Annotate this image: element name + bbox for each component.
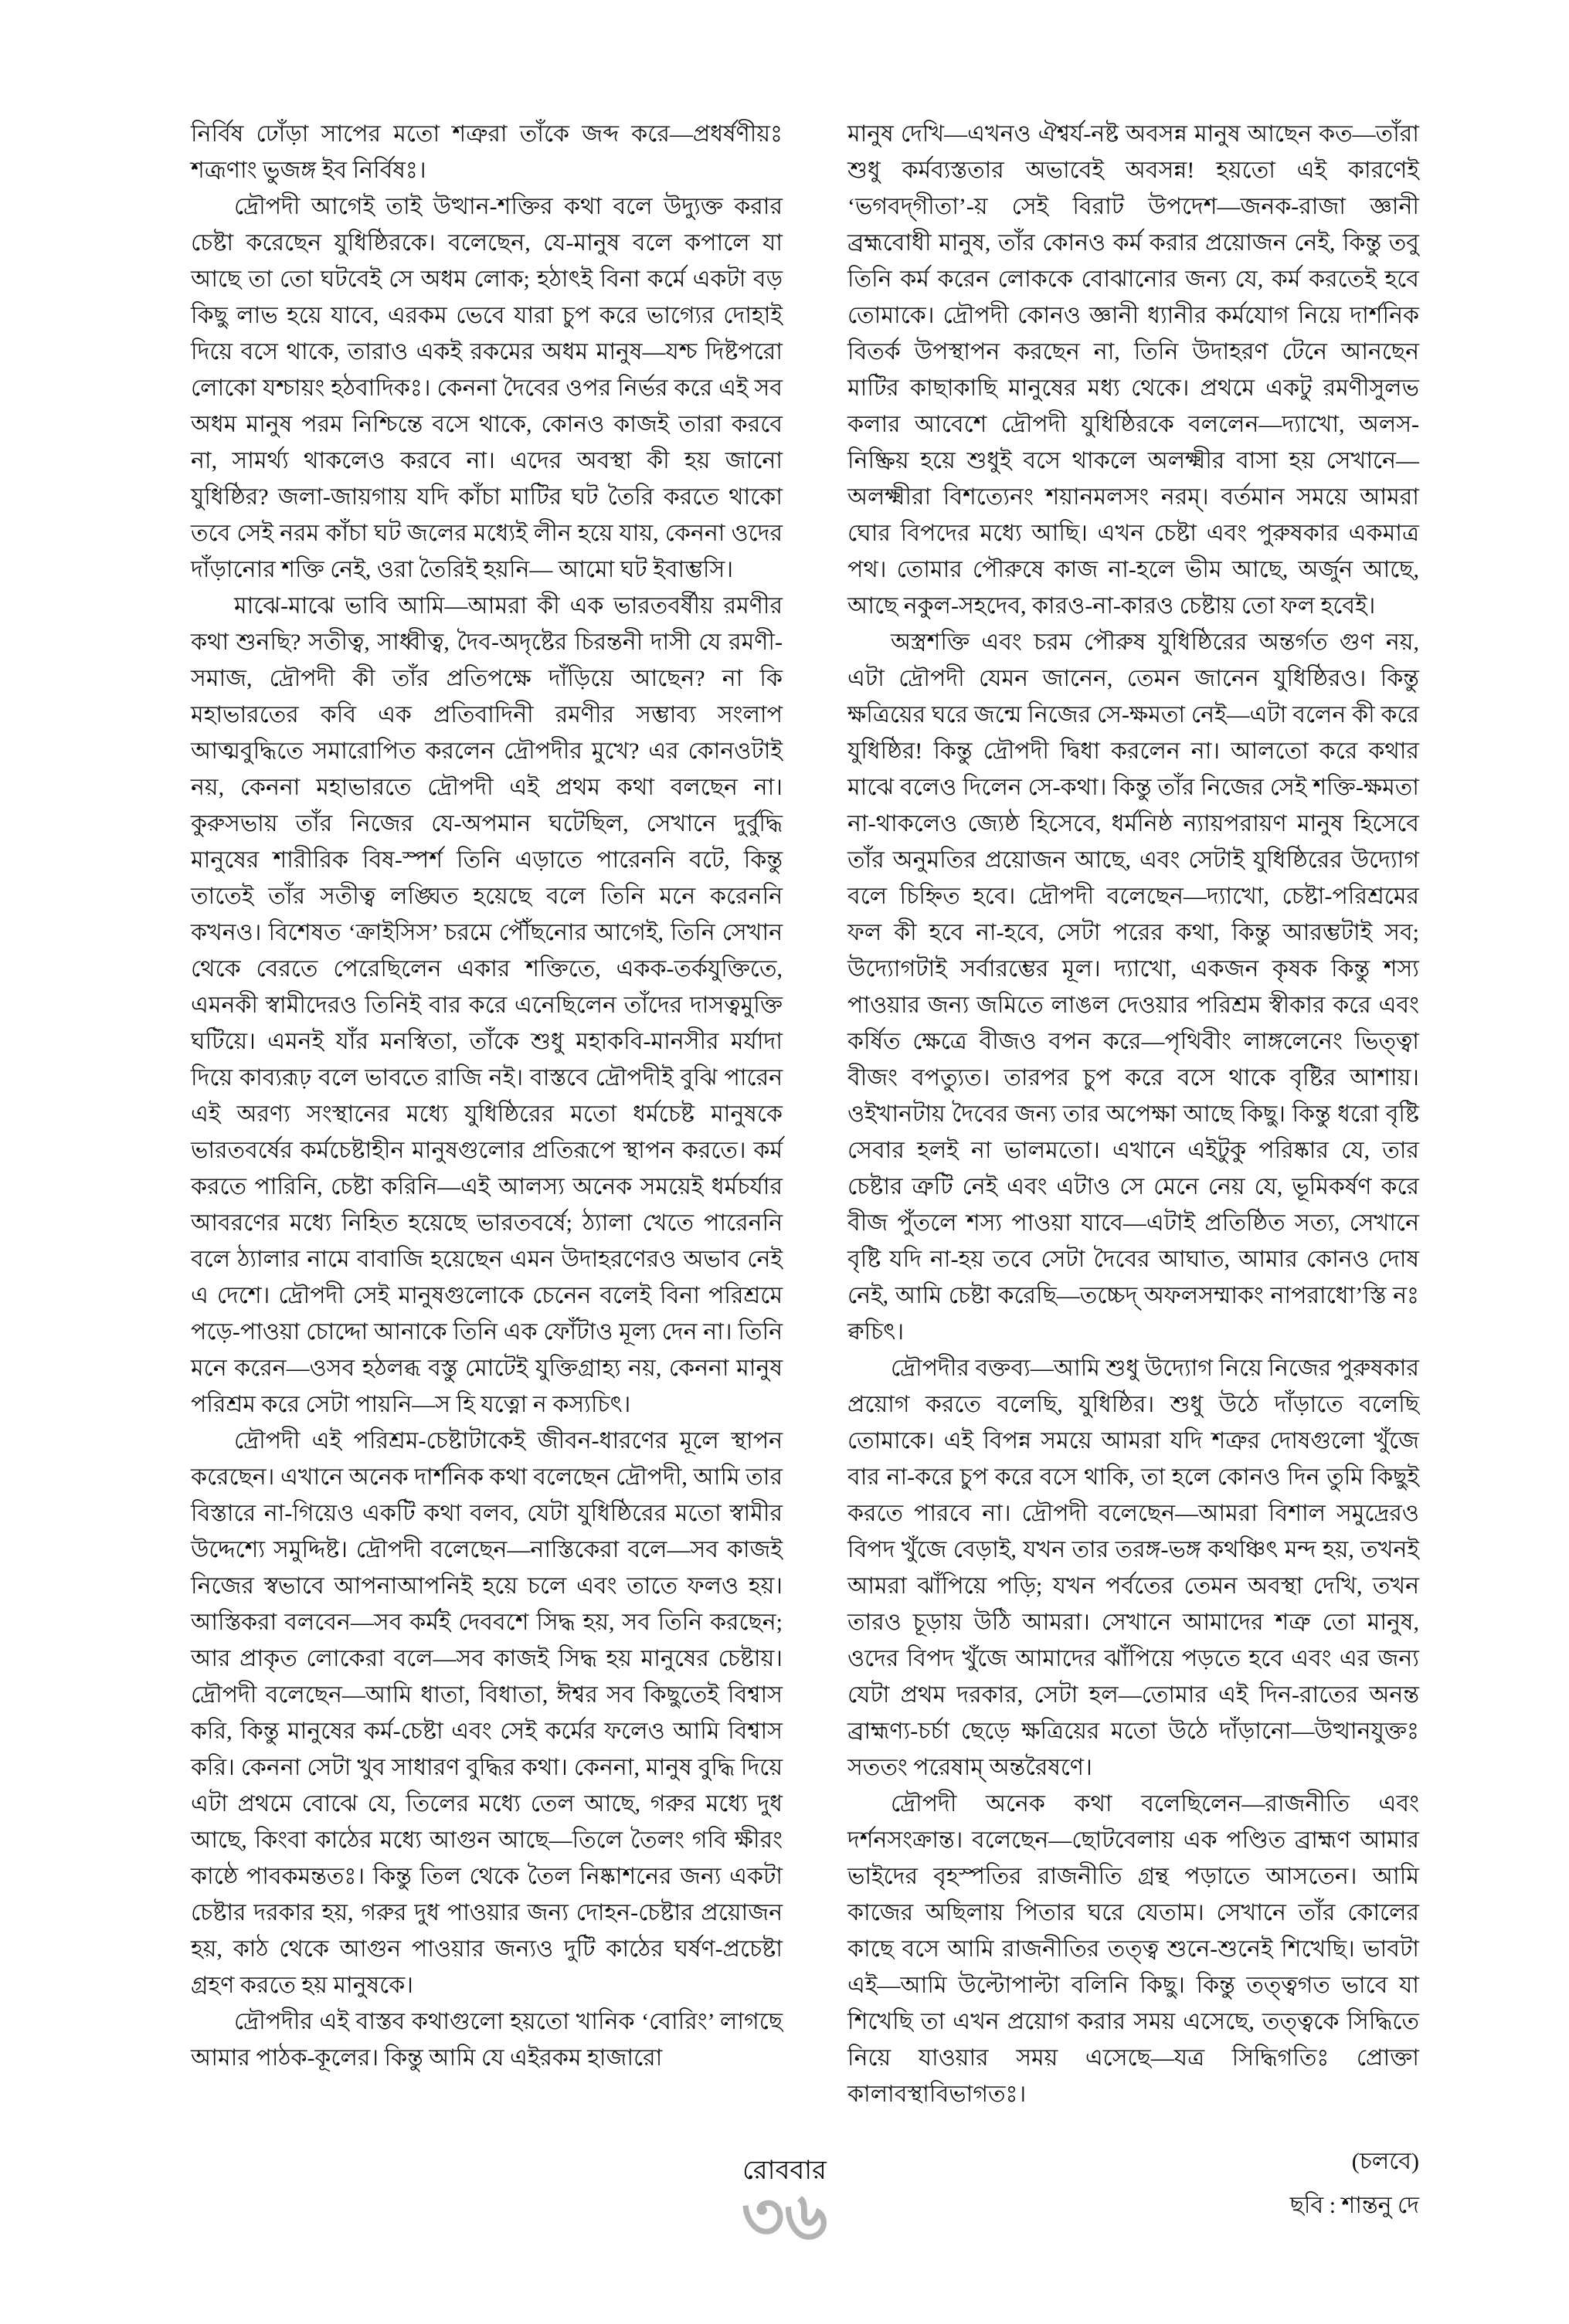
article-paragraph: অস্ত্রশক্তি এবং চরম পৌরুষ যুধিষ্ঠিরের অন্তর্গত গুণ নয়, এটা দ্রৌপদী যেমন জানেন, তেমন জানেন যুধিষ্ঠিরও। কিন্তু ক্ষত্রিয়ের ঘরে জন্মে নিজের সে-ক্ষমতা নেই—এটা বলেন কী করে যুধিষ্ঠির! কিন্তু দ্রৌপদী দ্বিধা করলেন না। আলতো করে কথার মাঝে বলেও দিলেন সে-কথা। কিন্তু তাঁর নিজের সেই শক্তি-ক্ষমতা না-থাকলেও জ্যেষ্ঠ হিসেবে, ধর্মনিষ্ঠ ন্যায়পরায়ণ মানুষ হিসেবে তাঁর অনুমতির প্রয়োজন আছে, এবং সেটাই যুধিষ্ঠিরের উদ্যোগ বলে চিহ্নিত হবে। দ্রৌপদী বলেছেন—দ্যাখো, চেষ্টা-পরিশ্রমের ফল কী হবে না-হবে, সেটা পরের কথা, কিন্তু আরম্ভটাই সব; উদ্যোগটাই সর্বারম্ভের মূল। দ্যাখো, একজন কৃষক কিন্তু শস্য পাওয়ার জন্য জমিতে লাঙল দেওয়ার পরিশ্রম স্বীকার করে এবং কর্ষিত ক্ষেত্রে বীজও বপন করে—পৃথিবীং লাঙ্গলেনেং ভিত্ত্বা বীজং বপত্যুত। তারপর চুপ করে বসে থাকে বৃষ্টির আশায়। ওইখানটায় দৈবের জন্য তার অপেক্ষা আছে কিছু। কিন্তু ধরো বৃষ্টি সেবার হলই না ভালমতো। এখানে এইটুকু পরিষ্কার যে, তার চেষ্টার ত্রুটি নেই এবং এটাও সে মেনে নেয় যে, ভূমিকর্ষণ করে বীজ পুঁতলে শস্য পাওয়া যাবে—এটাই প্রতিষ্ঠিত সত্য, সেখানে বৃষ্টি যদি না-হয় তবে সেটা দৈবের আঘাত, আমার কোনও দোষ নেই, আমি চেষ্টা করেছি—তচ্চেদ্‌ অফলসম্মাকং নাপরাধো’স্তি নঃ ক্বচিৎ। [847,629,1419,1345]
magazine-name: রোববার [742,2156,827,2185]
article-paragraph: নির্বিষ ঢোঁড়া সাপের মতো শত্রুরা তাঁকে জব্দ করে—প্রধর্ষণীয়ঃ শত্রূণাং ভুজঙ্গ ইব নির্বিষঃ। [191,121,783,183]
photo-credit: ছবি : শান্তনু দে [1289,2193,1419,2218]
article-paragraph: মাঝে-মাঝে ভাবি আমি—আমরা কী এক ভারতবর্ষীয় রমণীর কথা শুনছি? সতীত্ব, সাধ্বীত্ব, দৈব-অদৃষ্টের চিরন্তনী দাসী যে রমণী-সমাজ, দ্রৌপদী কী তাঁর প্রতিপক্ষে দাঁড়িয়ে আছেন? না কি মহাভারতের কবি এক প্রতিবাদিনী রমণীর সম্ভাব্য সংলাপ আত্মবুদ্ধিতে সমারোপিত করলেন দ্রৌপদীর মুখে? এর কোনওটাই নয়, কেননা মহাভারতে দ্রৌপদী এই প্রথম কথা বলছেন না। কুরুসভায় তাঁর নিজের যে-অপমান ঘটেছিল, সেখানে দুর্বুদ্ধি মানুষের শারীরিক বিষ-স্পর্শ তিনি এড়াতে পারেননি বটে, কিন্তু তাতেই তাঁর সতীত্ব লঙ্ঘিত হয়েছে বলে তিনি মনে করেননি কখনও। বিশেষত ‘ক্রাইসিস’ চরমে পৌঁছনোর আগেই, তিনি সেখান থেকে বেরতে পেরেছিলেন একার শক্তিতে, একক-তর্কযুক্তিতে, এমনকী স্বামীদেরও তিনিই বার করে এনেছিলেন তাঁদের দাসত্বমুক্তি ঘটিয়ে। এমনই যাঁর মনস্বিতা, তাঁকে শুধু মহাকবি-মানসীর মর্যাদা দিয়ে কাব্যরূঢ় বলে ভাবতে রাজি নই। বাস্তবে দ্রৌপদীই বুঝি পারেন এই অরণ্য সংস্থানের মধ্যে যুধিষ্ঠিরের মতো ধর্মচেষ্ট মানুষকে ভারতবর্ষের কর্মচেষ্টাহীন মানুষগুলোর প্রতিরূপে স্থাপন করতে। কর্ম করতে পারিনি, চেষ্টা করিনি—এই আলস্য অনেক সময়েই ধর্মচর্যার আবরণের মধ্যে নিহিত হয়েছে ভারতবর্ষে; ঠ্যালা খেতে পারেননি বলে ঠ্যালার নামে বাবাজি হয়েছেন এমন উদাহরণেরও অভাব নেই এ দেশে। দ্রৌপদী সেই মানুষগুলোকে চেনেন বলেই বিনা পরিশ্রমে পড়ে-পাওয়া চোদ্দো আনাকে তিনি এক ফোঁটাও মূল্য দেন না। তিনি মনে করেন—ওসব হঠলব্ধ বস্তু মোটেই যুক্তিগ্রাহ্য নয়, কেননা মানুষ পরিশ্রম করে সেটা পায়নি—স হি যত্নো ন কস্যচিৎ। [191,593,783,1417]
article-paragraph: দ্রৌপদী এই পরিশ্রম-চেষ্টাটাকেই জীবন-ধারণের মূলে স্থাপন করেছেন। এখানে অনেক দার্শনিক কথা বলেছেন দ্রৌপদী, আমি তার বিস্তারে না-গিয়েও একটি কথা বলব, যেটা যুধিষ্ঠিরের মতো স্বামীর উদ্দেশ্যে সমুদ্দিষ্ট। দ্রৌপদী বলেছেন—নাস্তিকেরা বলে—সব কাজই নিজের স্বভাবে আপনাআপনিই হয়ে চলে এবং তাতে ফলও হয়। আস্তিকরা বলবেন—সব কর্মই দেববশে সিদ্ধ হয়, সব তিনি করছেন; আর প্রাকৃত লোকেরা বলে—সব কাজই সিদ্ধ হয় মানুষের চেষ্টায়। দ্রৌপদী বলেছেন—আমি ধাতা, বিধাতা, ঈশ্বর সব কিছুতেই বিশ্বাস করি, কিন্তু মানুষের কর্ম-চেষ্টা এবং সেই কর্মের ফলেও আমি বিশ্বাস করি। কেননা সেটা খুব সাধারণ বুদ্ধির কথা। কেননা, মানুষ বুদ্ধি দিয়ে এটা প্রথমে বোঝে যে, তিলের মধ্যে তেল আছে, গরুর মধ্যে দুধ আছে, কিংবা কাঠের মধ্যে আগুন আছে—তিলে তৈলং গবি ক্ষীরং কাষ্ঠে পাবকমন্ততঃ। কিন্তু তিল থেকে তৈল নিষ্কাশনের জন্য একটা চেষ্টার দরকার হয়, গরুর দুধ পাওয়ার জন্য দোহন-চেষ্টার প্রয়োজন হয়, কাঠ থেকে আগুন পাওয়ার জন্যও দুটি কাঠের ঘর্ষণ-প্রচেষ্টা গ্রহণ করতে হয় মানুষকে। [191,1428,783,1998]
article-paragraph: দ্রৌপদী অনেক কথা বলেছিলেন—রাজনীতি এবং দর্শনসংক্রান্ত। বলেছেন—ছোটবেলায় এক পণ্ডিত ব্রাহ্মণ আমার ভাইদের বৃহস্পতির রাজনীতি গ্রন্থ পড়াতে আসতেন। আমি কাজের অছিলায় পিতার ঘরে যেতাম। সেখানে তাঁর কোলের কাছে বসে আমি রাজনীতির তত্ত্ব শুনে-শুনেই শিখেছি। ভাবটা এই—আমি উল্টোপাল্টা বলিনি কিছু। কিন্তু তত্ত্বগত ভাবে যা শিখেছি তা এখন প্রয়োগ করার সময় এসেছে, তত্ত্বকে সিদ্ধিতে নিয়ে যাওয়ার সময় এসেছে—যত্র সিদ্ধিগতিঃ প্রোক্তা কালাবস্থাবিভাগতঃ। [847,1791,1419,2107]
left-column [191,116,783,2139]
page-footer [0,2156,1569,2254]
to-be-continued-note: (চলবে) [1351,2149,1419,2174]
page-number: ৩৬ [741,2180,828,2254]
article-paragraph: দ্রৌপদীর এই বাস্তব কথাগুলো হয়তো খানিক ‘বোরিং’ লাগছে আমার পাঠক-কূলের। কিন্তু আমি যে এইরকম হাজারো [191,2009,783,2071]
article-paragraph: মানুষ দেখি—এখনও ঐশ্বর্য-নষ্ট অবসন্ন মানুষ আছেন কত—তাঁরা শুধু কর্মব্যস্ততার অভাবেই অবসন্ন! হয়তো এই কারণেই ‘ভগবদ্‌গীতা’-য় সেই বিরাট উপদেশ—জনক-রাজা জ্ঞানী ব্রহ্মবোধী মানুষ, তাঁর কোনও কর্ম করার প্রয়োজন নেই, কিন্তু তবু তিনি কর্ম করেন লোককে বোঝানোর জন্য যে, কর্ম করতেই হবে তোমাকে। দ্রৌপদী কোনও জ্ঞানী ধ্যানীর কর্মযোগ নিয়ে দার্শনিক বিতর্ক উপস্থাপন করছেন না, তিনি উদাহরণ টেনে আনছেন মাটির কাছাকাছি মানুষের মধ্য থেকে। প্রথমে একটু রমণীসুলভ কলার আবেশে দ্রৌপদী যুধিষ্ঠিরকে বললেন—দ্যাখো, অলস-নিষ্ক্রিয় হয়ে শুধুই বসে থাকলে অলক্ষ্মীর বাসা হয় সেখানে—অলক্ষ্মীরা বিশত্যেনং শয়ানমলসং নরম্‌। বর্তমান সময়ে আমরা ঘোর বিপদের মধ্যে আছি। এখন চেষ্টা এবং পুরুষকার একমাত্র পথ। তোমার পৌরুষে কাজ না-হলে ভীম আছে, অর্জুন আছে, আছে নকুল-সহদেব, কারও-না-কারও চেষ্টায় তো ফল হবেই। [847,121,1419,619]
right-column [847,116,1419,2218]
article-paragraph: দ্রৌপদীর বক্তব্য—আমি শুধু উদ্যোগ নিয়ে নিজের পুরুষকার প্রয়োগ করতে বলেছি, যুধিষ্ঠির। শুধু উঠে দাঁড়াতে বলেছি তোমাকে। এই বিপন্ন সময়ে আমরা যদি শত্রুর দোষগুলো খুঁজে বার না-করে চুপ করে বসে থাকি, তা হলে কোনও দিন তুমি কিছুই করতে পারবে না। দ্রৌপদী বলেছেন—আমরা বিশাল সমুদ্রেরও বিপদ খুঁজে বেড়াই, যখন তার তরঙ্গ-ভঙ্গ কথঞ্চিৎ মন্দ হয়, তখনই আমরা ঝাঁপিয়ে পড়ি; যখন পর্বতের তেমন অবস্থা দেখি, তখন তারও চূড়ায় উঠি আমরা। সেখানে আমাদের শত্রু তো মানুষ, ওদের বিপদ খুঁজে আমাদের ঝাঁপিয়ে পড়তে হবে এবং এর জন্য যেটা প্রথম দরকার, সেটা হল—তোমার এই দিন-রাতের অনন্ত ব্রাহ্মণ্য-চর্চা ছেড়ে ক্ষত্রিয়ের মতো উঠে দাঁড়ানো—উত্থানযুক্তঃ সততং পরেষাম্‌ অন্তরৈষণে। [847,1355,1419,1780]
article-paragraph: দ্রৌপদী আগেই তাই উত্থান-শক্তির কথা বলে উদ্যুক্ত করার চেষ্টা করেছেন যুধিষ্ঠিরকে। বলেছেন, যে-মানুষ বলে কপালে যা আছে তা তো ঘটবেই সে অধম লোক; হঠাৎই বিনা কর্মে একটা বড় কিছু লাভ হয়ে যাবে, এরকম ভেবে যারা চুপ করে ভাগ্যের দোহাই দিয়ে বসে থাকে, তারাও একই রকমের অধম মানুষ—যশ্চ দিষ্টপরো লোকো যশ্চায়ং হঠবাদিকঃ। কেননা দৈবের ওপর নির্ভর করে এই সব অধম মানুষ পরম নিশ্চিন্তে বসে থাকে, কোনও কাজই তারা করবে না, সামর্থ্য থাকলেও করবে না। এদের অবস্থা কী হয় জানো যুধিষ্ঠির? জলা-জায়গায় যদি কাঁচা মাটির ঘট তৈরি করতে থাকো তবে সেই নরম কাঁচা ঘট জলের মধ্যেই লীন হয়ে যায়, কেননা ওদের দাঁড়ানোর শক্তি নেই, ওরা তৈরিই হয়নি— আমো ঘট ইবাম্ভসি। [191,194,783,582]
